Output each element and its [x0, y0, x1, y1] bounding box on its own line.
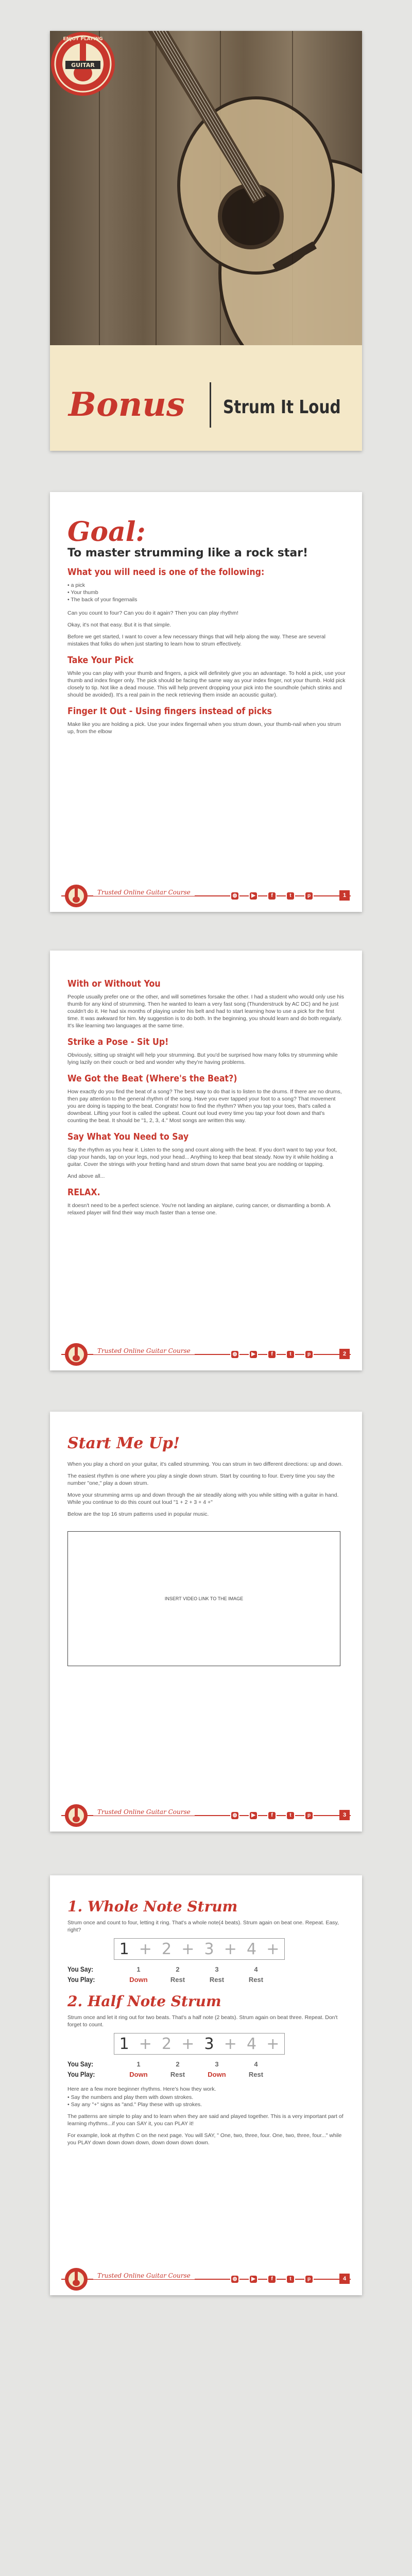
footer-logo: [64, 884, 88, 908]
pinterest-icon[interactable]: p: [304, 891, 314, 901]
cover-subtitle: Strum It Loud: [223, 397, 341, 418]
page-2: [50, 951, 362, 1370]
count-box: [114, 2033, 285, 2055]
paragraph: When you play a chord on your guitar, it's called strumming. You can strum in two different directions: up and down.: [67, 1461, 343, 1467]
count-beat: 2: [162, 2035, 172, 2053]
youtube-icon[interactable]: ▶: [249, 1811, 258, 1820]
paragraph: Can you count to four? Can you do it again? Then you can play rhythm!: [67, 610, 238, 616]
youtube-icon[interactable]: ▶: [249, 1350, 258, 1359]
list-item: • Say any "+" signs as "and." Play these with up strokes.: [67, 2102, 202, 2108]
strum-1-title: 1. Whole Note Strum: [67, 1898, 238, 1915]
website-icon[interactable]: ◍: [230, 1811, 239, 1820]
cover-page: [50, 31, 362, 451]
goal-subheading: To master strumming like a rock star!: [67, 547, 308, 560]
list-item: • Say the numbers and play them with down strokes.: [67, 2094, 194, 2100]
count-beat: 1: [119, 1940, 129, 1958]
you-play-label: You Play:: [67, 2070, 95, 2078]
page-number: 2: [339, 1349, 350, 1359]
twitter-icon[interactable]: t: [286, 2275, 295, 2284]
count-and: +: [224, 2035, 237, 2053]
say-cell: 2: [176, 2060, 180, 2068]
section-heading: With or Without You: [67, 978, 161, 989]
page-number: 3: [339, 1810, 350, 1820]
facebook-icon[interactable]: f: [267, 2275, 277, 2284]
paragraph: Strum once and let it ring out for two beats. That's a half note (2 beats). Strum again on beat three. Repeat. Don't forget to count.: [67, 2014, 338, 2028]
paragraph: Move your strumming arms up and down through the air steadily along with you while sitting with a guitar in hand. While you continue to do this count out loud "1 + 2 + 3 + 4 +": [67, 1492, 339, 1505]
play-cell: Down: [129, 2070, 148, 2078]
enjoy-playing-guitar-logo: [50, 31, 116, 97]
website-icon[interactable]: ◍: [230, 1350, 239, 1359]
count-beat: 4: [247, 2035, 257, 2053]
page-footer: [50, 1802, 362, 1832]
paragraph: While you can play with your thumb and fingers, a pick will definitely give you an advantage. To hold a pick, use your thumb and index finger only. The pick should be facing the same way as your index finger, not your thumb. Hold pick closely to tip. Not like a dead mouse. This will help prevent dropping your pick into the soundhole (which stinks and should be avoided). It's a real pain in the neck retrieving them inside an acoustic guitar).: [67, 670, 346, 698]
page-footer: [50, 2265, 362, 2295]
twitter-icon[interactable]: t: [286, 891, 295, 901]
cover-guitar-photo: [50, 31, 362, 345]
strum-2-title: 2. Half Note Strum: [67, 1993, 221, 2010]
count-and: +: [181, 2035, 195, 2053]
say-cell: 4: [254, 1965, 258, 1973]
website-icon[interactable]: ◍: [230, 891, 239, 901]
paragraph: It doesn't need to be a perfect science. You're not landing an airplane, curing cancer, or dismantling a bomb. A relaxed player will find their way much faster than a tense one.: [67, 1202, 331, 1216]
play-cell: Rest: [248, 2070, 264, 2078]
paragraph: Okay, it's not that easy. But it is that simple.: [67, 622, 171, 628]
you-play-row: [67, 2070, 346, 2078]
pinterest-icon[interactable]: p: [304, 1350, 314, 1359]
youtube-icon[interactable]: ▶: [249, 891, 258, 901]
play-cell: Rest: [209, 1975, 225, 1984]
footer-brand: Trusted Online Guitar Course: [93, 1808, 195, 1816]
paragraph: Below are the top 16 strum patterns used in popular music.: [67, 1511, 209, 1517]
footer-logo: [64, 1343, 88, 1366]
footer-logo: [64, 1804, 88, 1827]
count-and: +: [266, 2035, 280, 2053]
say-cell: 1: [136, 1965, 141, 1973]
count-and: +: [139, 1940, 152, 1958]
paragraph: And above all...: [67, 1173, 105, 1179]
svg-text:GUITAR: GUITAR: [71, 62, 95, 69]
section-heading: Strike a Pose - Sit Up!: [67, 1037, 169, 1047]
section-title: Start Me Up!: [67, 1434, 180, 1452]
count-and: +: [224, 1940, 237, 1958]
you-say-row: [67, 2060, 346, 2068]
section-heading: What you will need is one of the following:: [67, 567, 265, 578]
video-placeholder-label: INSERT VIDEO LINK TO THE IMAGE: [164, 1596, 244, 1601]
paragraph: The easiest rhythm is one where you play a single down strum. Start by counting to four. Every time you say the number "one," play a down strum.: [67, 1473, 335, 1486]
play-cell: Rest: [248, 1975, 264, 1984]
footer-brand: Trusted Online Guitar Course: [93, 889, 195, 896]
count-and: +: [266, 1940, 280, 1958]
page-1: [50, 492, 362, 912]
pinterest-icon[interactable]: p: [304, 2275, 314, 2284]
page-footer: [50, 882, 362, 912]
page-footer: [50, 1341, 362, 1370]
goal-heading: Goal:: [67, 516, 146, 548]
paragraph: Before we get started, I want to cover a few necessary things that will help along the way. These are several mistakes that folks do when just starting to learn how to strum effectively.: [67, 634, 325, 647]
say-cell: 2: [176, 1965, 180, 1973]
count-and: +: [181, 1940, 195, 1958]
paragraph: Say the rhythm as you hear it. Listen to the song and count along with the beat. If you don't want to tap your foot, clap your hands, tap on your legs, nod your head... Anything to keep that beat steady. Now try it while holding a guitar. Cover the strings with your fretting hand and strum down that same beat you are nodding or tapping.: [67, 1147, 337, 1167]
footer-brand: Trusted Online Guitar Course: [93, 1347, 195, 1354]
facebook-icon[interactable]: f: [267, 1811, 277, 1820]
say-cell: 1: [136, 2060, 141, 2068]
count-beat: 2: [162, 1940, 172, 1958]
say-cell: 3: [215, 1965, 219, 1973]
cover-bonus-title: Bonus: [68, 385, 185, 424]
paragraph: For example, look at rhythm C on the next page. You will SAY, " One, two, three, four. One, two, three, four..." while you PLAY down down down down, down down down down.: [67, 2132, 342, 2146]
play-cell: Rest: [170, 2070, 185, 2078]
section-heading: Finger It Out - Using fingers instead of picks: [67, 706, 272, 717]
page-number: 1: [339, 890, 350, 901]
play-cell: Down: [129, 1975, 148, 1984]
facebook-icon[interactable]: f: [267, 891, 277, 901]
paragraph: Here are a few more beginner rhythms. Here's how they work.: [67, 2086, 216, 2092]
you-play-label: You Play:: [67, 1975, 95, 1984]
play-cell: Rest: [170, 1975, 185, 1984]
page-number: 4: [339, 2274, 350, 2284]
footer-logo: [64, 2267, 88, 2291]
paragraph: The patterns are simple to play and to learn when they are said and played together. This is a very important part of learning rhythms...if you can SAY it, you can PLAY it!: [67, 2113, 344, 2127]
you-say-label: You Say:: [67, 1965, 94, 1973]
list-item: • Your thumb: [67, 589, 98, 596]
paragraph: How exactly do you find the beat of a song? The best way to do that is to listen to the drums. If there are no drums, then pay attention to the general rhythm of the song. Have you ever tapped your foot to a song? That movement you are doing is tapping to the beat. Congrats! how to find the rhythm? When you tap your toes, that's called a downbeat. Lifting your foot is called the upbeat. Count out loud every time you tap your foot down and that's counting the beat. It should be "1, 2, 3, 4." Most songs are written this way.: [67, 1089, 342, 1124]
cover-divider: [210, 382, 211, 428]
twitter-icon[interactable]: t: [286, 1811, 295, 1820]
you-play-row: [67, 1975, 346, 1984]
count-beat: 3: [204, 2035, 214, 2053]
count-beat: 3: [204, 1940, 214, 1958]
list-item: • The back of your fingernails: [67, 597, 138, 603]
page-4: [50, 1875, 362, 2295]
paragraph: Strum once and count to four, letting it ring. That's a whole note(4 beats). Strum again on beat one. Repeat. Easy, right?: [67, 1920, 339, 1933]
count-beat: 4: [247, 1940, 257, 1958]
footer-brand: Trusted Online Guitar Course: [93, 2272, 195, 2279]
paragraph: Make like you are holding a pick. Use your index fingernail when you strum down, your thumb-nail when you strum up, from the elbow: [67, 721, 341, 735]
paragraph: People usually prefer one or the other, and will sometimes forsake the other. I had a student who would only use his thumb for any kind of strumming. Then he wanted to learn a very fast song (Thunderstruck by AC DC) and he just couldn't do it. He had six months of playing under his belt and had to start learning how to use a pick for the first time. It was awkward for him. My suggestion is to do both. In the beginning, you should learn and do both regularly. It's like learning two languages at the same time.: [67, 994, 344, 1029]
say-cell: 3: [215, 2060, 219, 2068]
website-icon[interactable]: ◍: [230, 2275, 239, 2284]
svg-text:ENJOY PLAYING: ENJOY PLAYING: [63, 37, 103, 42]
count-beat: 1: [119, 2035, 129, 2053]
video-placeholder[interactable]: [67, 1531, 340, 1666]
play-cell: Down: [208, 2070, 226, 2078]
section-heading: RELAX.: [67, 1187, 100, 1198]
section-heading: Say What You Need to Say: [67, 1131, 189, 1142]
section-heading: Take Your Pick: [67, 655, 134, 666]
count-and: +: [139, 2035, 152, 2053]
twitter-icon[interactable]: t: [286, 1350, 295, 1359]
say-cell: 4: [254, 2060, 258, 2068]
pinterest-icon[interactable]: p: [304, 1811, 314, 1820]
you-say-row: [67, 1965, 346, 1973]
count-box: [114, 1938, 285, 1960]
page-3: [50, 1412, 362, 1832]
list-item: • a pick: [67, 582, 85, 588]
facebook-icon[interactable]: f: [267, 1350, 277, 1359]
section-heading: We Got the Beat (Where's the Beat?): [67, 1073, 237, 1084]
youtube-icon[interactable]: ▶: [249, 2275, 258, 2284]
you-say-label: You Say:: [67, 2060, 94, 2068]
paragraph: Obviously, sitting up straight will help your strumming. But you'd be surprised how many folks try strumming while lying lazily on their couch or bed and wonder why they're having problems.: [67, 1052, 338, 1065]
